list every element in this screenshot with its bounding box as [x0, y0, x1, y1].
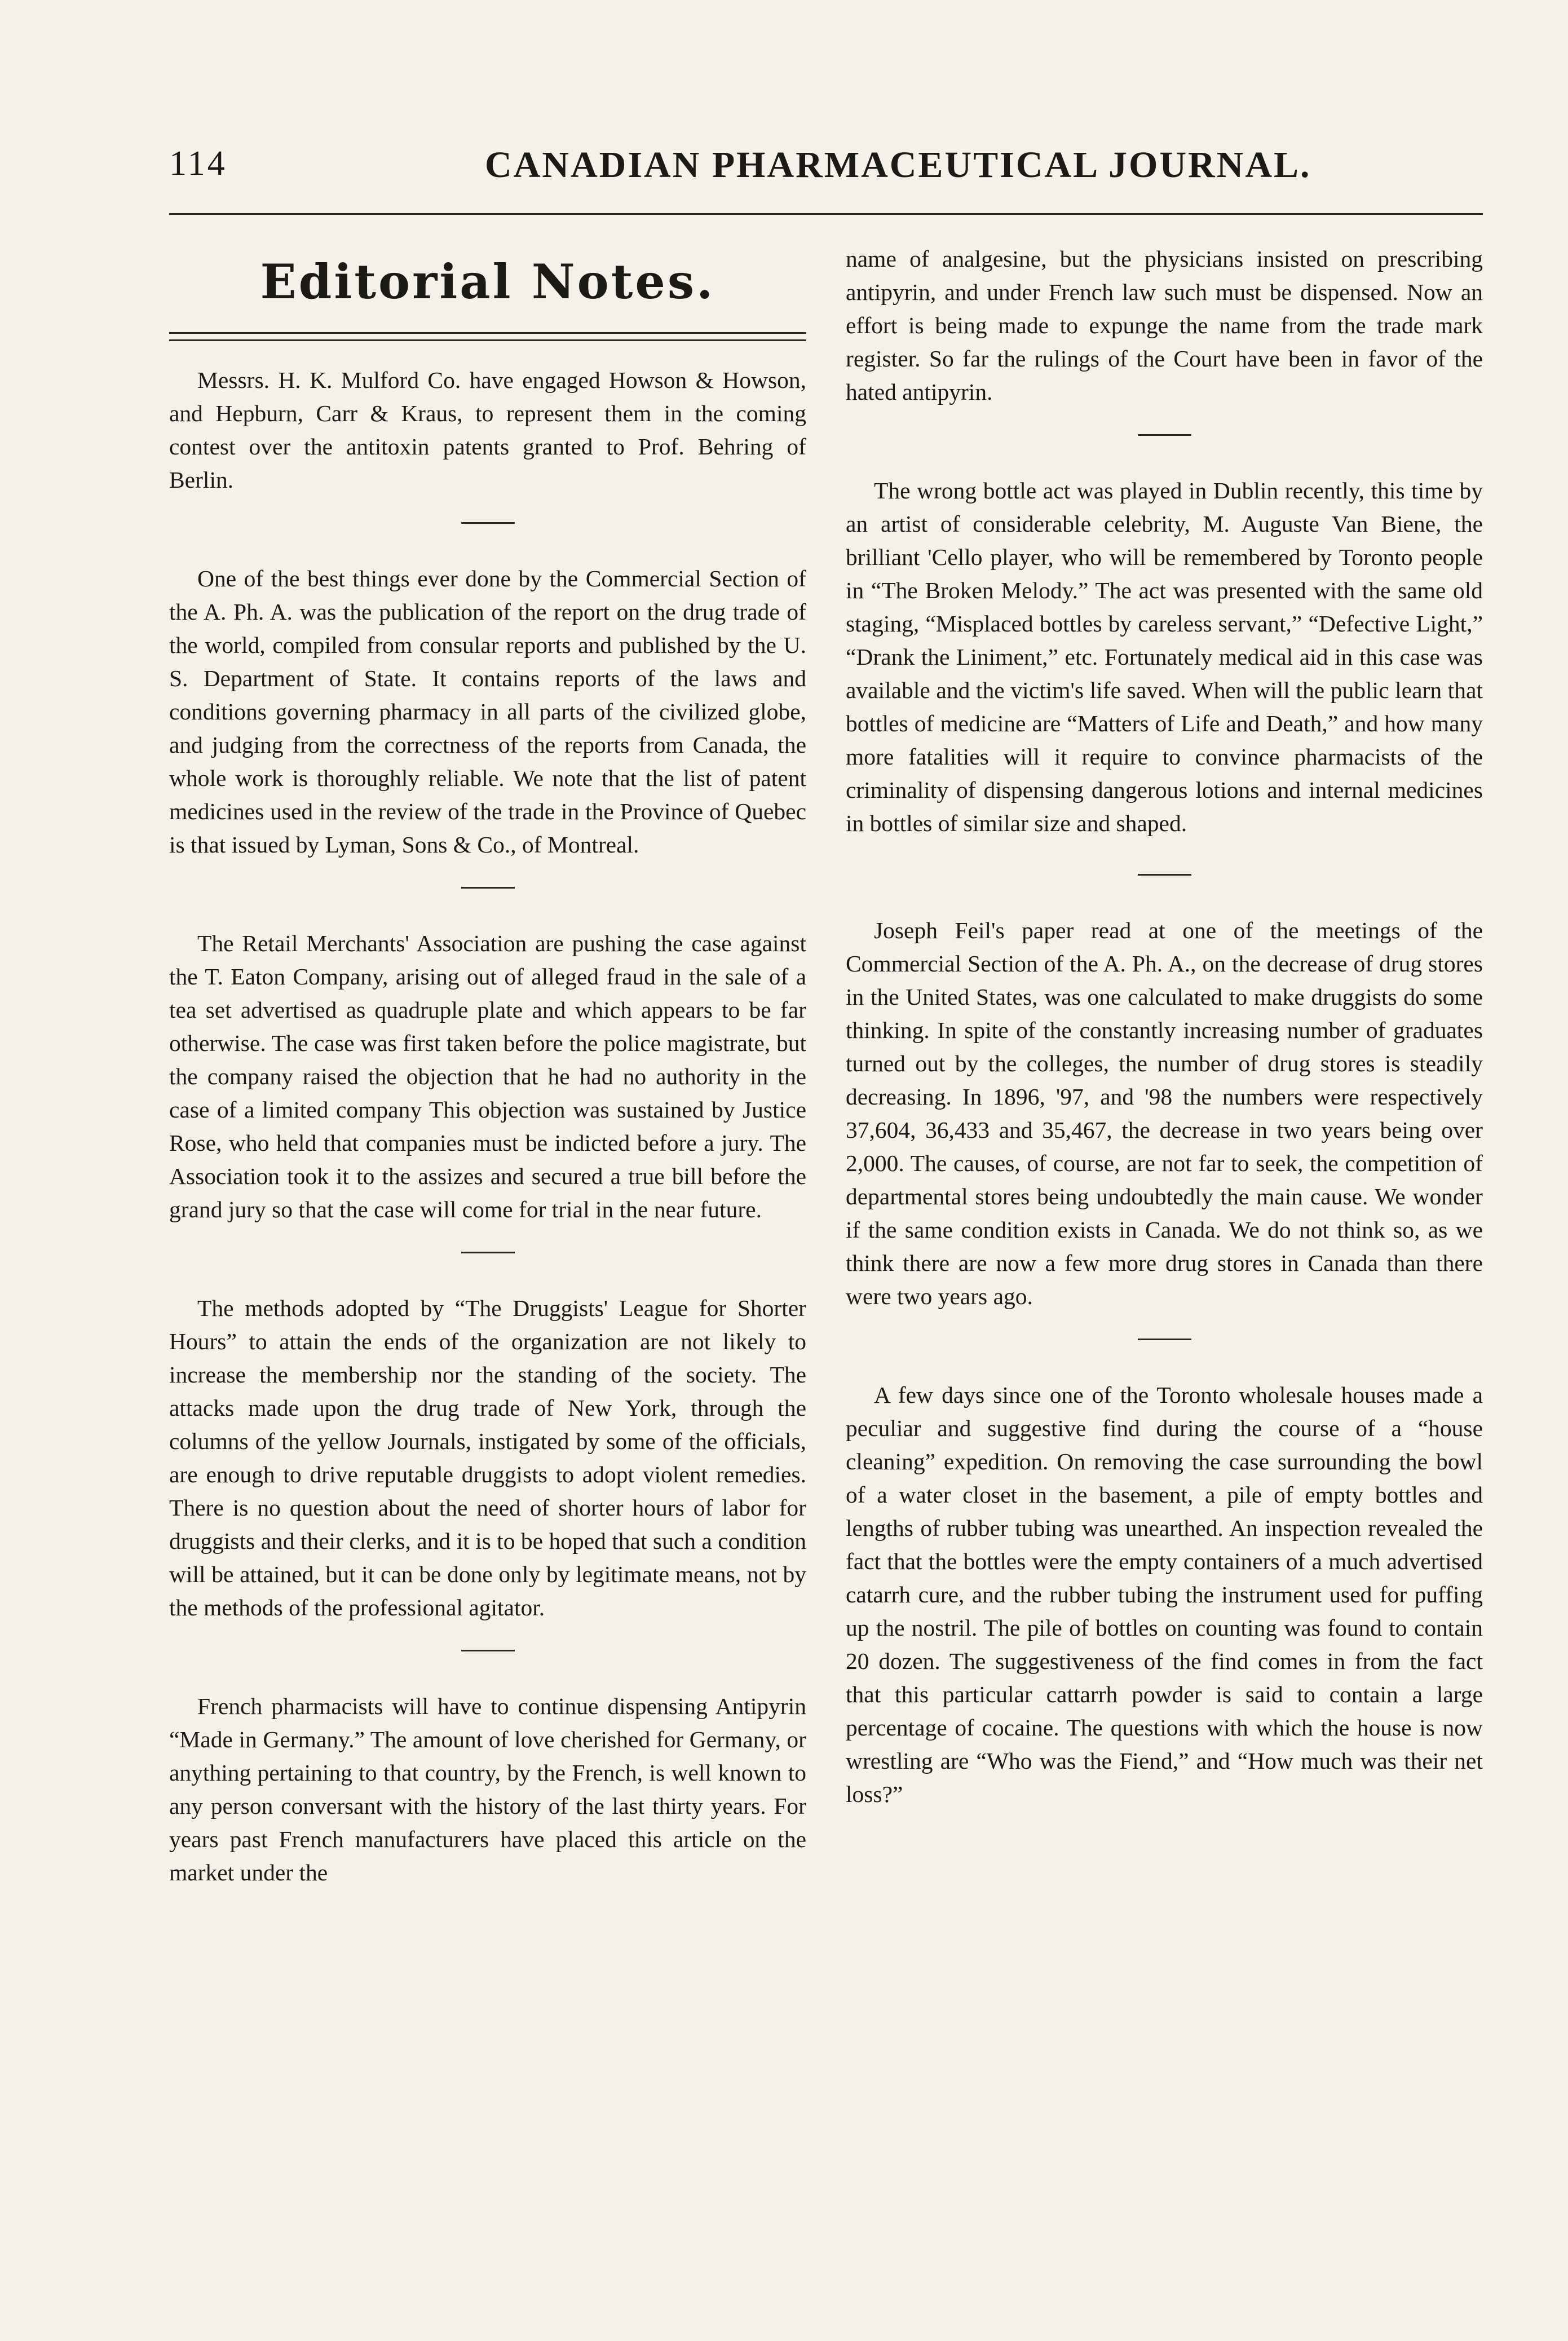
- note-mulford-antitoxin: Messrs. H. K. Mulford Co. have engaged Howson & Howson, and Hepburn, Carr & Kraus, to represent them in the coming contest over the antitoxin patents granted to Prof. Behring of Berlin.: [169, 367, 806, 493]
- page-number: 114: [169, 144, 227, 183]
- left-column: [169, 242, 806, 1889]
- note-french-antipyrin-continued: name of analgesine, but the physicians insisted on prescribing antipyrin, and under French law such must be dispensed. Now an effort is being made to expunge the name from the trade mark register. So far the rulings of the Court have been in favor of the hated antipyrin.: [846, 246, 1483, 405]
- note-drug-store-decrease: Joseph Feil's paper read at one of the meetings of the Commercial Section of the A. Ph. A., on the decrease of drug stores in the United States, was one calculated to make druggists do some thinking. In spite of the constantly increasing number of graduates turned out by the colleges, the number of drug stores is steadily decreasing. In 1896, '97, and '98 the numbers were respectively 37,604, 36,433 and 35,467, the decrease in two years being over 2,000. The causes, of course, are not far to seek, the competition of departmental stores being undoubtedly the main cause. We wonder if the same condition exists in Canada. We do not think so, as we think there are now a few more drug stores in Canada than there were two years ago.: [846, 917, 1483, 1309]
- note-separator: [1138, 1339, 1191, 1340]
- note-wrong-bottle: The wrong bottle act was played in Dublin recently, this time by an artist of considerable celebrity, M. Auguste Van Biene, the brilliant 'Cello player, who will be remembered by Toronto people in “The Broken Melody.” The act was presented with the same old staging, “Misplaced bottles by careless servant,” “Defective Light,” “Drank the Liniment,” etc. Fortunately medical aid in this case was available and the victim's life saved. When will the public learn that bottles of medicine are “Matters of Life and Death,” and how many more fatalities will it require to convince pharmacists of the criminality of dispensing dangerous lotions and internal medicines in bottles of similar size and shaped.: [846, 478, 1483, 836]
- note-separator: [1138, 874, 1191, 876]
- note-french-antipyrin: French pharmacists will have to continue dispensing Antipyrin “Made in Germany.” The amount of love cherished for Germany, or anything pertaining to that country, by the French, is well known to any person conversant with the history of the last thirty years. For years past French manufacturers have placed this article on the market under the: [169, 1693, 806, 1885]
- title-double-rule: [169, 332, 806, 341]
- page-header: [169, 144, 1483, 195]
- note-druggists-league: The methods adopted by “The Druggists' League for Shorter Hours” to attain the ends of the organization are not likely to increase the membership nor the standing of the society. The attacks made upon the drug trade of New York, through the columns of the yellow Journals, instigated by some of the officials, are enough to drive reputable druggists to adopt violent remedies. There is no question about the need of shorter hours of labor for druggists and their clerks, and it is to be hoped that such a condition will be attained, but it can be done only by legitimate means, not by the methods of the professional agitator.: [169, 1295, 806, 1620]
- note-separator: [1138, 434, 1191, 436]
- running-title: CANADIAN PHARMACEUTICAL JOURNAL.: [485, 144, 1311, 185]
- note-eaton-case: The Retail Merchants' Association are pushing the case against the T. Eaton Company, arising out of alleged fraud in the sale of a tea set advertised as quadruple plate and which appears to be far otherwise. The case was first taken before the police magistrate, but the company raised the objection that he had no authority in the case of a limited company This objection was sustained by Justice Rose, who held that companies must be indicted before a jury. The Association took it to the assizes and secured a true bill before the grand jury so that the case will come for trial in the near future.: [169, 930, 806, 1222]
- header-rule: [169, 213, 1483, 215]
- right-column: [846, 242, 1483, 1811]
- note-house-cleaning-find: A few days since one of the Toronto wholesale houses made a peculiar and suggestive find during the course of a “house cleaning” expedition. On removing the case surrounding the bowl of a water closet in the basement, a pile of empty bottles and lengths of rubber tubing was unearthed. An inspection revealed the fact that the bottles were the empty containers of a much advertised catarrh cure, and the rubber tubing the instrument used for puffing up the nostril. The pile of bottles on counting was found to contain 20 dozen. The suggestiveness of the find comes in from the fact that this particular cattarrh powder is said to contain a large percentage of cocaine. The questions with which the house is now wrestling are “Who was the Fiend,” and “How much was their net loss?”: [846, 1382, 1483, 1807]
- note-drug-trade-report: One of the best things ever done by the Commercial Section of the A. Ph. A. was the publication of the report on the drug trade of the world, compiled from consular reports and published by the U. S. Department of State. It contains reports of the laws and conditions governing pharmacy in all parts of the civilized globe, and judging from the correctness of the reports from Canada, the whole work is thoroughly reliable. We note that the list of patent medicines used in the review of the trade in the Province of Quebec is that issued by Lyman, Sons & Co., of Montreal.: [169, 566, 806, 858]
- section-title: Editorial Notes.: [260, 254, 715, 310]
- note-separator: [461, 887, 515, 889]
- note-separator: [461, 1252, 515, 1253]
- note-separator: [461, 522, 515, 524]
- note-separator: [461, 1650, 515, 1651]
